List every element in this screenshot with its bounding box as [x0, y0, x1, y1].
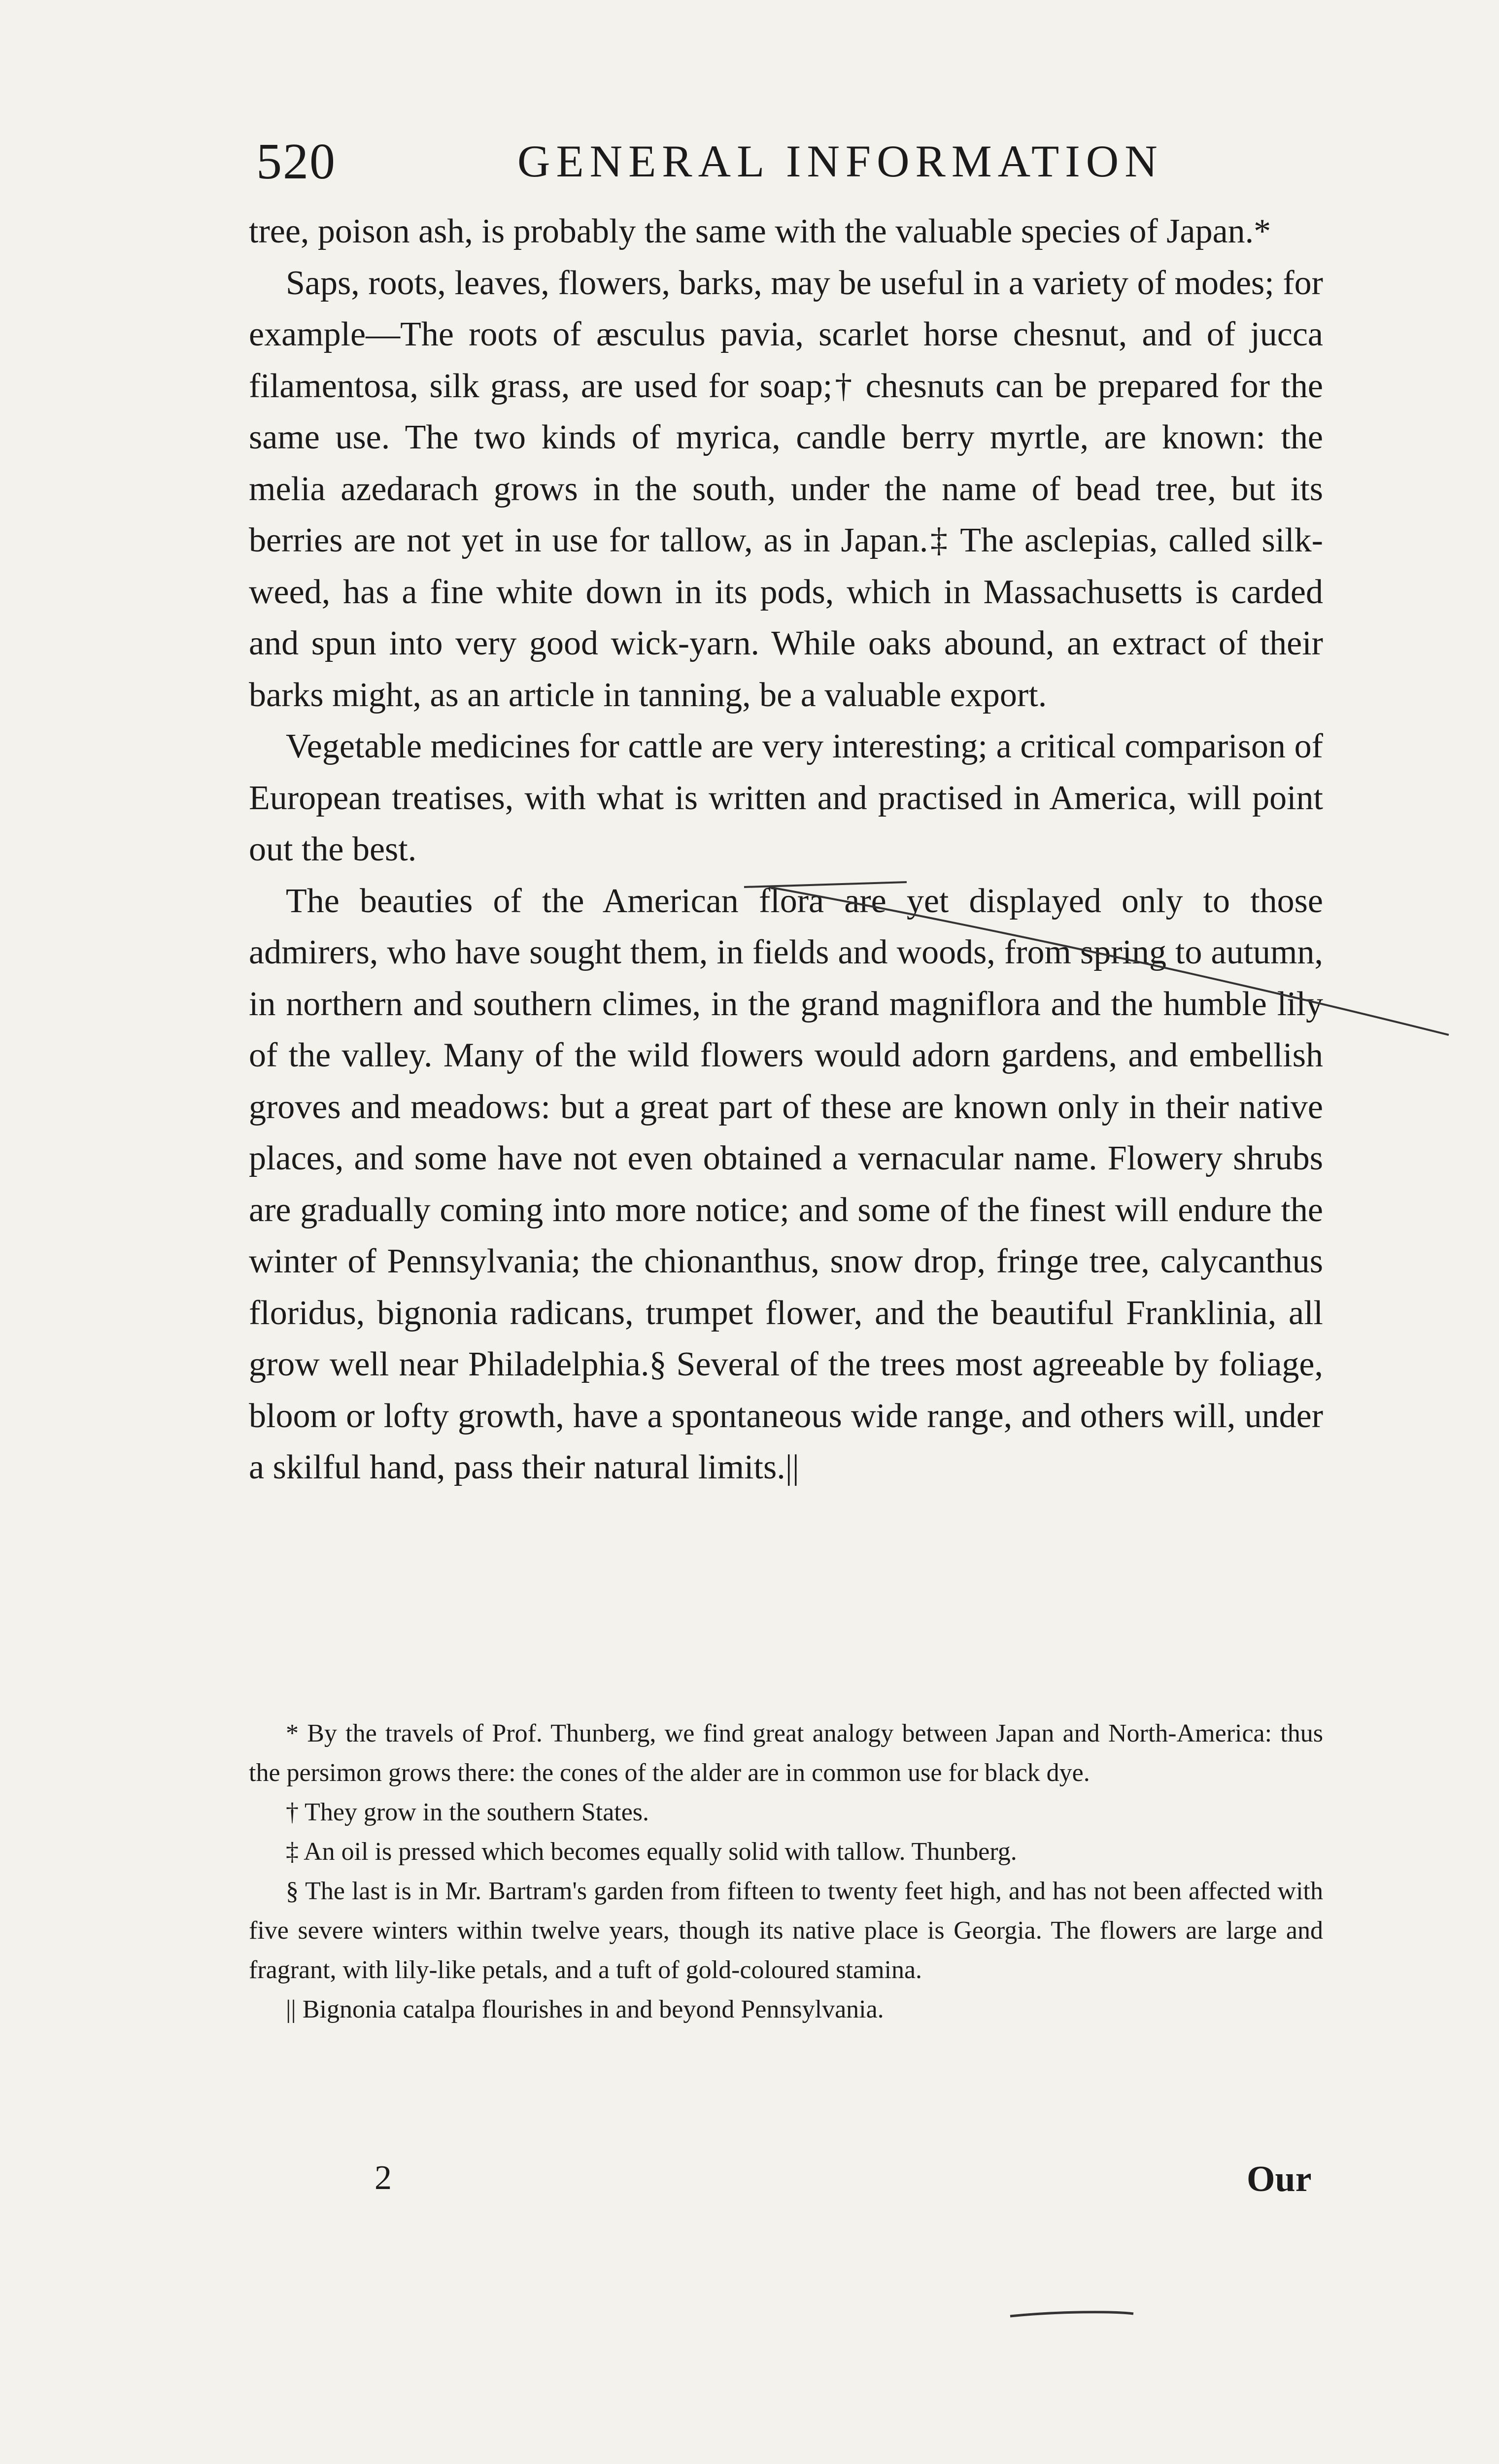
page-header: [256, 132, 1321, 206]
page-number: 520: [256, 133, 336, 190]
footnote-3: ‡ An oil is pressed which becomes equally solid with tallow. Thunberg.: [286, 1838, 1017, 1866]
body-text: [249, 206, 1323, 1494]
footnotes: [249, 1714, 1323, 2029]
paragraph-american-flora: The beauties of the American flora are yet displayed only to those admirers, who have sought them, in fields and woods, from spring to autumn, in northern and southern climes, in the grand magniflora and the humble lily of the valley. Many of the wild flowers would adorn gardens, and embellish groves and meadows: but a great part of these are known only in their native places, and some have not even obtained a vernacular name. Flowery shrubs are gradually coming into more notice; and some of the finest will endure the winter of Pennsylvania; the chionanthus, snow drop, fringe tree, calycanthus floridus, bignonia radicans, trumpet flower, and the beautiful Franklinia, all grow well near Philadelphia.§ Several of the trees most agreeable by foliage, bloom or lofty growth, have a spontaneous wide range, and others will, under a skilful hand, pass their natural limits.||: [249, 882, 1323, 1486]
running-head: GENERAL INFORMATION: [517, 136, 1163, 186]
paragraph-saps: Saps, roots, leaves, flowers, barks, may be useful in a variety of modes; for example—The roots of æsculus pavia, scarlet horse chesnut, and of jucca filamentosa, silk grass, are used for soap;† chesnuts can be prepared for the same use. The two kinds of myrica, candle berry myrtle, are known: the melia azedarach grows in the south, under the name of bead tree, but its berries are not yet in use for tallow, as in Japan.‡ The asclepias, called silk-weed, has a fine white down in its pods, which in Massachusetts is carded and spun into very good wick-yarn. While oaks abound, an extract of their barks might, as an article in tanning, be a valuable export.: [249, 264, 1323, 714]
footnote-4: § The last is in Mr. Bartram's garden from fifteen to twenty feet high, and has not been affected with five severe winters within twelve years, though its native place is Georgia. The flowers are large and fragrant, with lily-like petals, and a tuft of gold-coloured stamina.: [249, 1877, 1323, 1984]
catchword: Our: [1247, 2159, 1312, 2199]
page-footer: [0, 2158, 1499, 2218]
footnote-5: || Bignonia catalpa flourishes in and beyond Pennsylvania.: [286, 1995, 884, 2023]
footnote-2: † They grow in the southern States.: [286, 1798, 649, 1826]
paragraph-continued: tree, poison ash, is probably the same with the valuable species of Japan.*: [249, 212, 1271, 250]
signature-mark: 2: [375, 2159, 392, 2197]
footnote-1: * By the travels of Prof. Thunberg, we find great analogy between Japan and North-America: thus the persimon grows there: the cones of the alder are in common use for black dye.: [249, 1719, 1323, 1787]
paragraph-vegetable-medicines: Vegetable medicines for cattle are very interesting; a critical comparison of European treatises, with what is written and practised in America, will point out the best.: [249, 727, 1323, 868]
